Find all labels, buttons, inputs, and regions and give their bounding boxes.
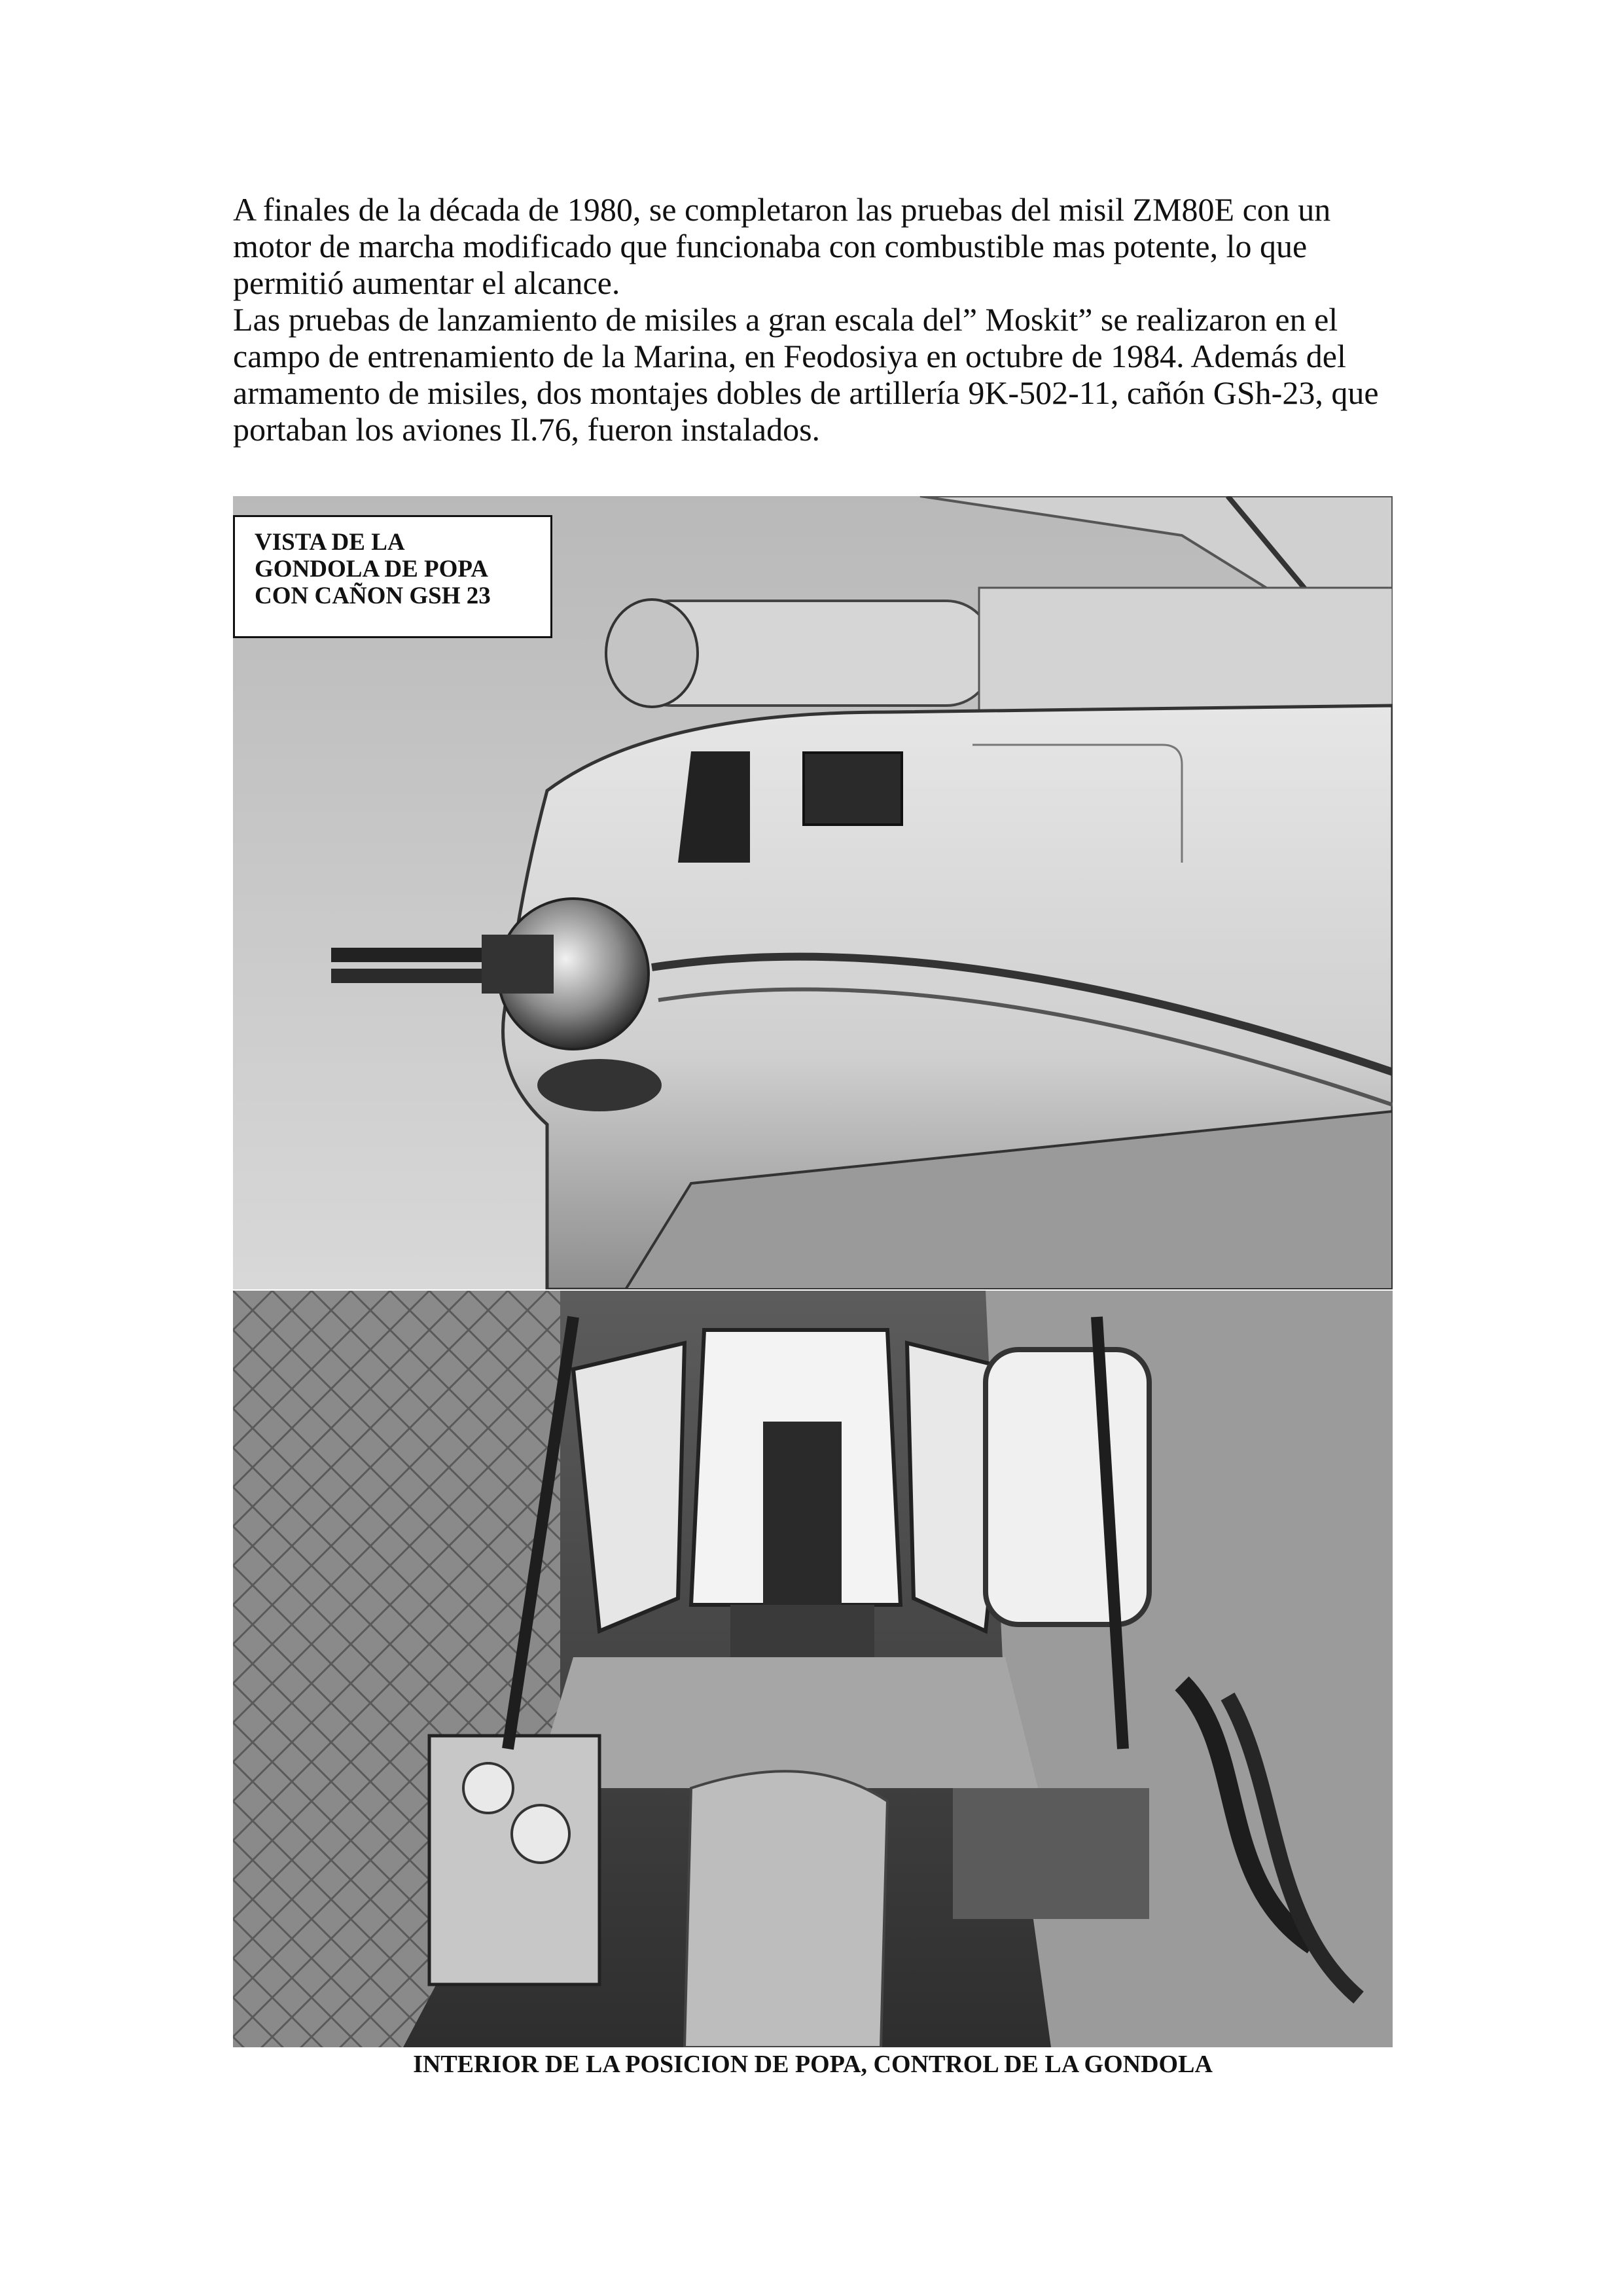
tail-interior-photo xyxy=(233,1291,1393,2047)
photo-label-line: CON CAÑON GSH 23 xyxy=(255,583,491,609)
paragraph-line: portaban los aviones Il.76, fueron instalados. xyxy=(233,411,821,448)
photo-label xyxy=(233,515,552,638)
photo-caption: INTERIOR DE LA POSICION DE POPA, CONTROL DE LA GONDOLA xyxy=(413,2051,1213,2078)
paragraph-line: campo de entrenamiento de la Marina, en Feodosiya en octubre de 1984. Además del xyxy=(233,338,1346,374)
tests-paragraph xyxy=(233,301,1393,448)
photo-label-line: GONDOLA DE POPA xyxy=(255,556,488,583)
paragraph-line: A finales de la década de 1980, se completaron las pruebas del misil ZM80E con un xyxy=(233,191,1331,228)
paragraph-line: motor de marcha modificado que funcionaba con combustible mas potente, lo que xyxy=(233,228,1308,264)
paragraph-line: permitió aumentar el alcance. xyxy=(233,264,620,301)
intro-paragraph xyxy=(233,191,1393,301)
paragraph-line: Las pruebas de lanzamiento de misiles a gran escala del” Moskit” se realizaron en el xyxy=(233,301,1338,338)
paragraph-line: armamento de misiles, dos montajes dobles de artillería 9K-502-11, cañón GSh-23, que xyxy=(233,374,1379,411)
photo-label-line: VISTA DE LA xyxy=(255,529,405,556)
